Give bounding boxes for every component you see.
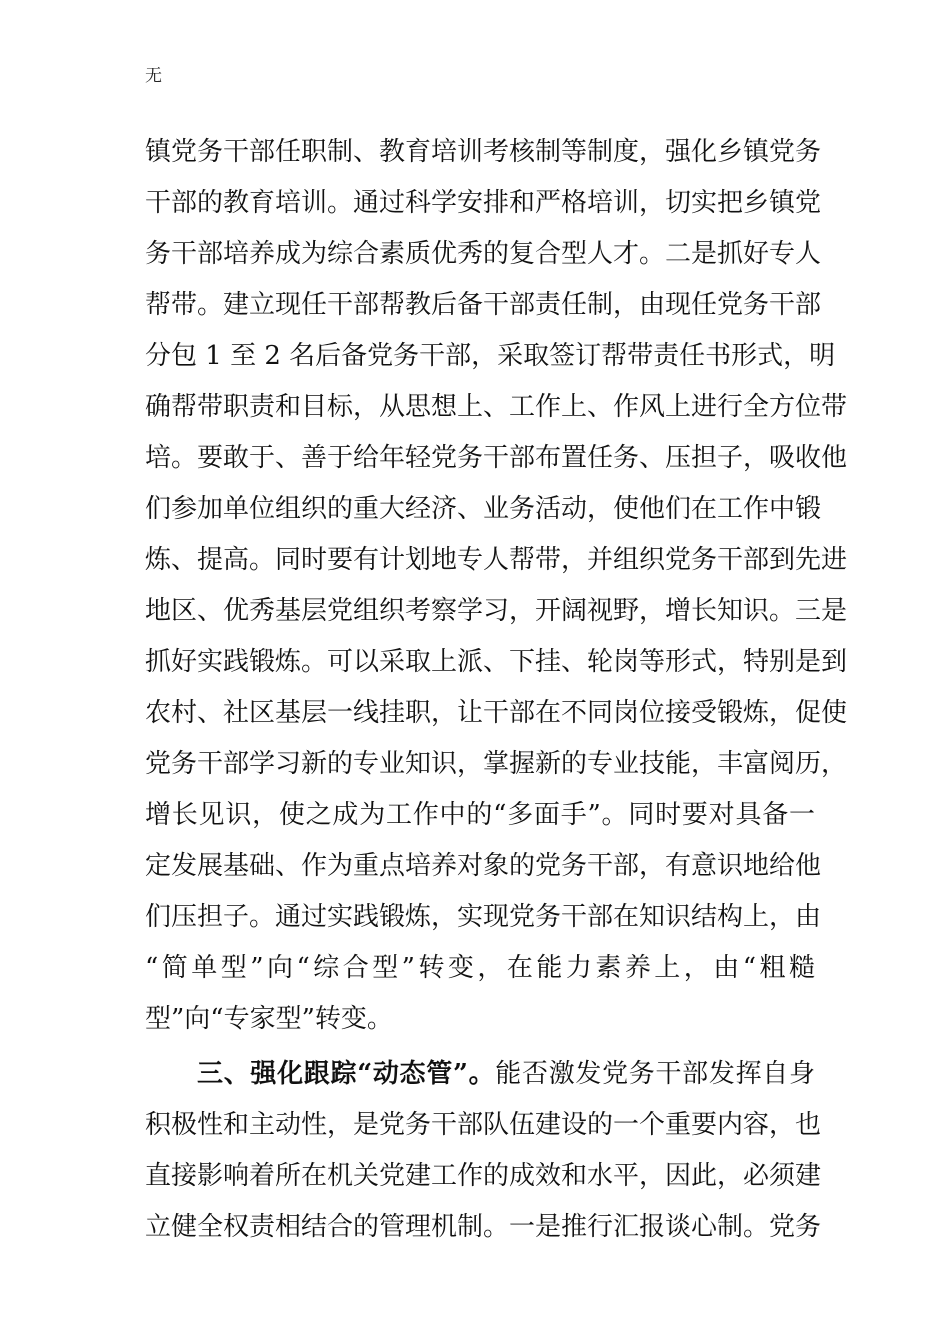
text-line: “简单型”向“综合型”转变，在能力素养上，由“粗糙	[145, 953, 815, 983]
text-line: 炼、提高。同时要有计划地专人帮带，并组织党务干部到先进	[145, 545, 848, 575]
text-line: 们参加单位组织的重大经济、业务活动，使他们在工作中锻	[145, 494, 822, 524]
text-line: 干部的教育培训。通过科学安排和严格培训，切实把乡镇党	[145, 188, 822, 218]
text-line: 们压担子。通过实践锻炼，实现党务干部在知识结构上，由	[145, 902, 822, 932]
text-line: 增长见识，使之成为工作中的“多面手”。同时要对具备一	[145, 800, 815, 830]
text-line: 党务干部学习新的专业知识，掌握新的专业技能，丰富阅历，	[145, 749, 848, 779]
text-line: 确帮带职责和目标，从思想上、工作上、作风上进行全方位带	[145, 392, 848, 422]
paragraph-1	[145, 127, 848, 1045]
section-heading-line	[145, 1049, 815, 1100]
document-body	[145, 127, 848, 1253]
text-line: 帮带。建立现任干部帮教后备干部责任制，由现任党务干部	[145, 290, 822, 320]
text-line: 积极性和主动性，是党务干部队伍建设的一个重要内容，也	[145, 1110, 822, 1140]
text-span: 能否激发党务干部发挥自身	[495, 1059, 815, 1089]
text-line: 抓好实践锻炼。可以采取上派、下挂、轮岗等形式，特别是到	[145, 647, 848, 677]
text-line: 定发展基础、作为重点培养对象的党务干部，有意识地给他	[145, 851, 822, 881]
text-line: 直接影响着所在机关党建工作的成效和水平，因此，必须建	[145, 1161, 822, 1191]
text-line: 农村、社区基层一线挂职，让干部在不同岗位接受锻炼，促使	[145, 698, 848, 728]
text-line: 镇党务干部任职制、教育培训考核制等制度，强化乡镇党务	[145, 137, 822, 167]
page-header-label: 无	[145, 66, 162, 86]
section-heading: 三、强化跟踪“动态管”。	[197, 1059, 496, 1089]
text-line: 立健全权责相结合的管理机制。一是推行汇报谈心制。党务	[145, 1212, 822, 1242]
text-line: 分包 1 至 2 名后备党务干部，采取签订帮带责任书形式，明	[145, 341, 836, 371]
text-line: 地区、优秀基层党组织考察学习，开阔视野，增长知识。三是	[145, 596, 848, 626]
text-line: 务干部培养成为综合素质优秀的复合型人才。二是抓好专人	[145, 239, 822, 269]
text-line: 培。要敢于、善于给年轻党务干部布置任务、压担子，吸收他	[145, 443, 848, 473]
text-line: 型”向“专家型”转变。	[145, 1004, 393, 1034]
paragraph-2	[145, 1049, 822, 1253]
